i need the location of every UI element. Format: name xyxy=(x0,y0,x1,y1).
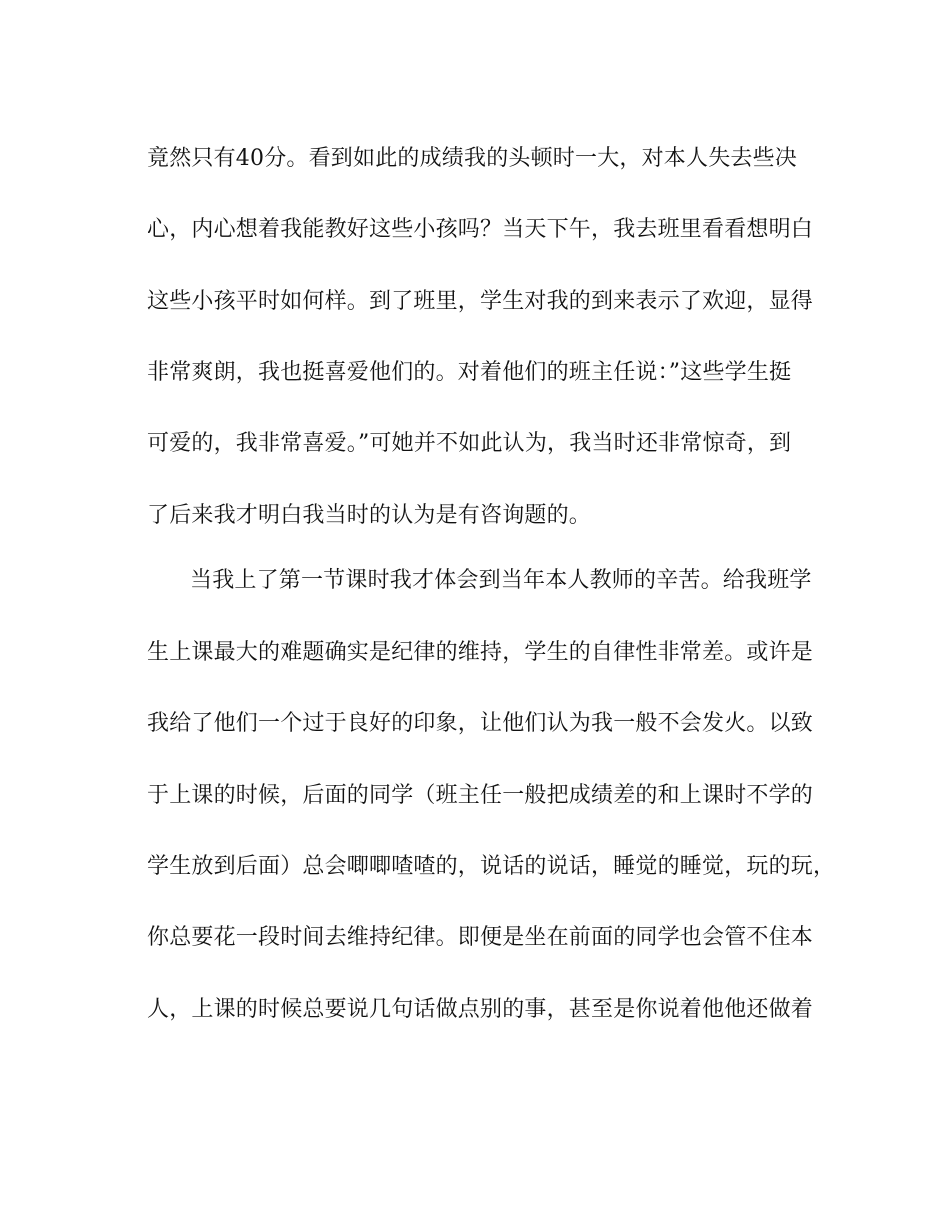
paragraph-first-line: 当我上了第一节课时我才体会到当年本人教师的辛苦。给我班学 xyxy=(190,568,812,593)
text-line: 了后来我才明白我当时的认为是有咨询题的。 xyxy=(147,503,592,528)
text-line: 于上课的时候，后面的同学（班主任一般把成绩差的和上课时不学的 xyxy=(147,783,814,808)
text-line: 学生放到后面）总会唧唧喳喳的，说话的说话，睡觉的睡觉，玩的玩， xyxy=(147,854,836,879)
text-line: 生上课最大的难题确实是纪律的维持，学生的自律性非常差。或许是 xyxy=(147,640,814,665)
text-line: 你总要花一段时间去维持纪律。即便是坐在前面的同学也会管不住本 xyxy=(147,925,814,950)
text-line: 我给了他们一个过于良好的印象，让他们认为我一般不会发火。以致 xyxy=(147,711,814,736)
text-line: 竟然只有40分。看到如此的成绩我的头顿时一大，对本人失去些决 xyxy=(147,146,797,171)
text-line: 非常爽朗，我也挺喜爱他们的。对着他们的班主任说：”这些学生挺 xyxy=(147,360,792,385)
text-line: 可爱的，我非常喜爱。”可她并不如此认为，我当时还非常惊奇，到 xyxy=(147,431,792,456)
text-line: 心，内心想着我能教好这些小孩吗？当天下午，我去班里看看想明白 xyxy=(147,217,814,242)
text-line: 这些小孩平时如何样。到了班里，学生对我的到来表示了欢迎，显得 xyxy=(147,289,814,314)
text-line: 人，上课的时候总要说几句话做点别的事，甚至是你说着他他还做着 xyxy=(147,997,814,1022)
